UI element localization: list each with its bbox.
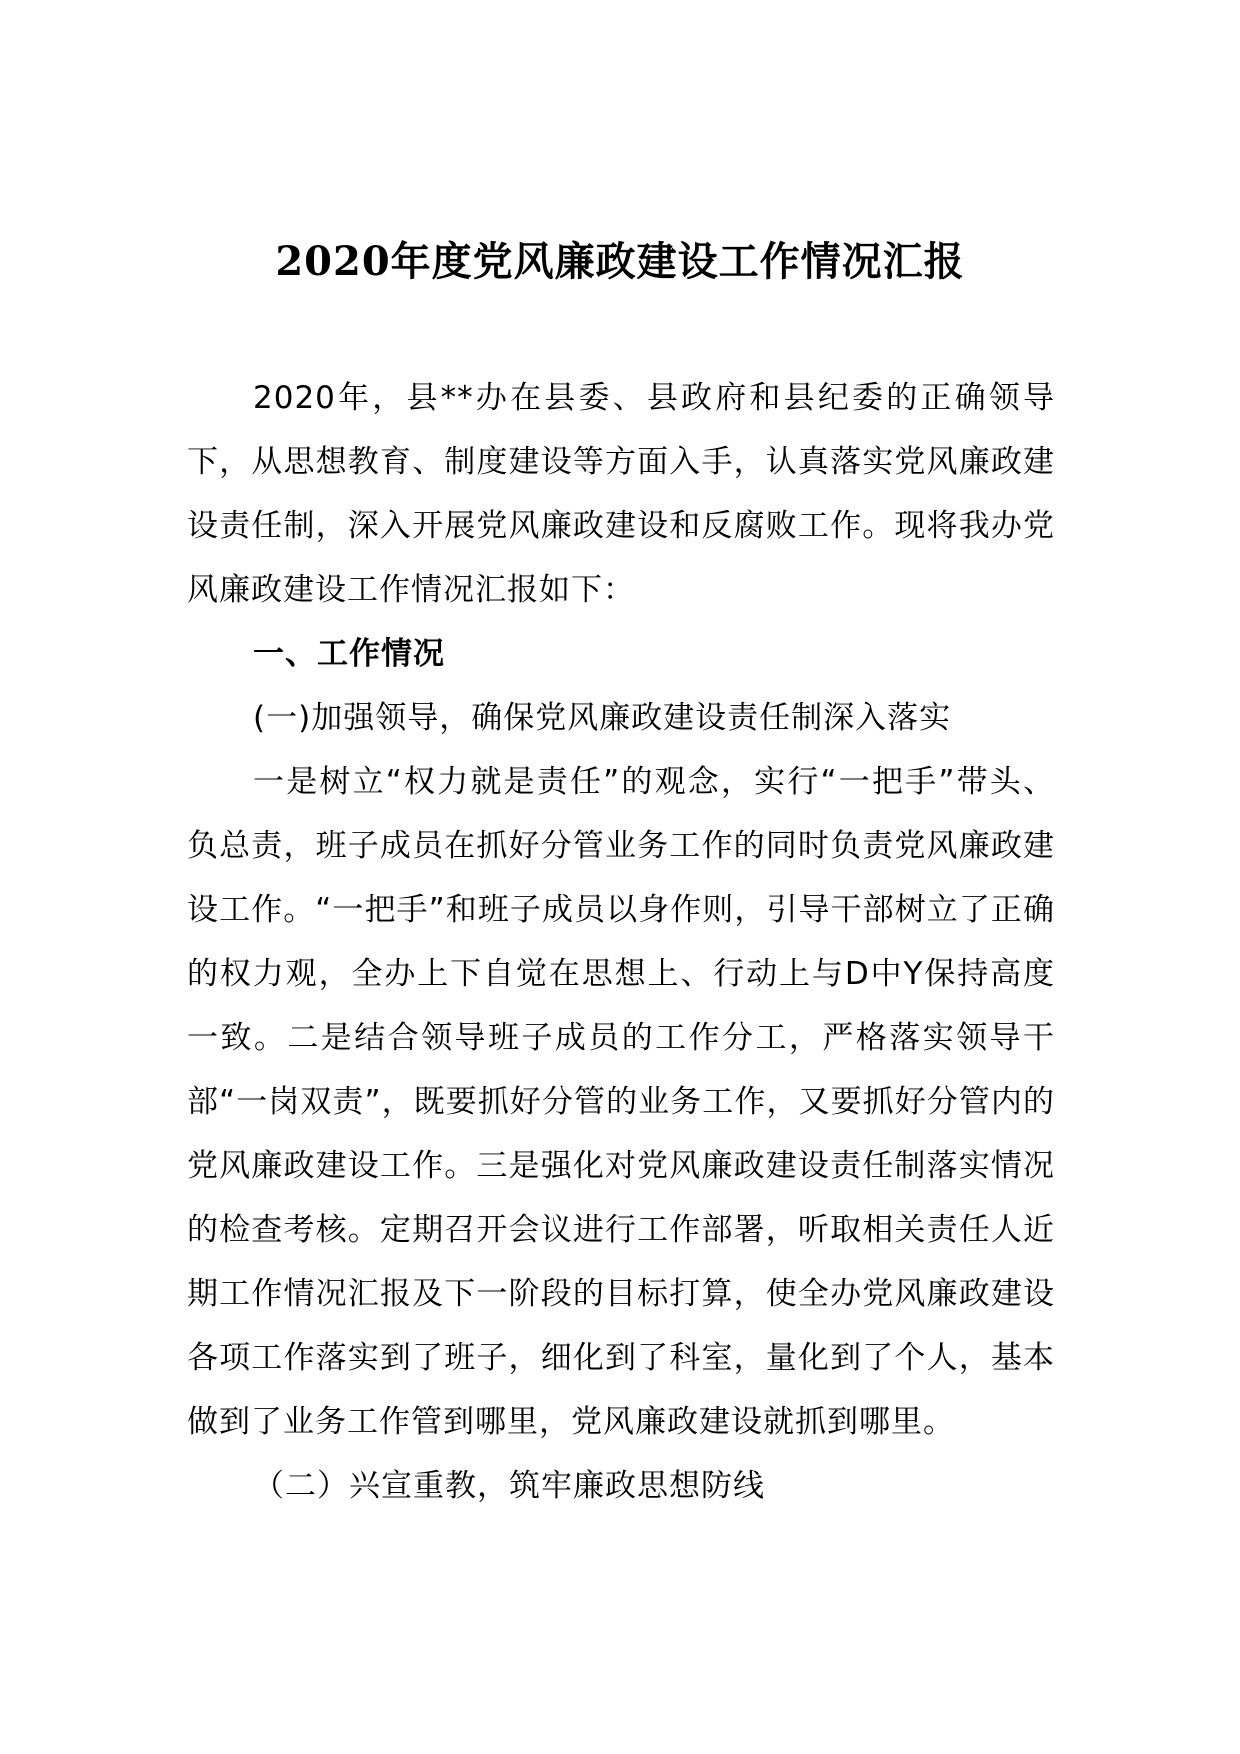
body-paragraph: 一是树立“权力就是责任”的观念，实行“一把手”带头、负总责，班子成员在抓好分管业务工作的同时负责党风廉政建设工作。“一把手”和班子成员以身作则，引导干部树立了正确的权力观，全办上下自觉在思想上、行动上与D中Y保持高度一致。二是结合领导班子成员的工作分工，严格落实领导干部“一岗双责”，既要抓好分管的业务工作，又要抓好分管内的党风廉政建设工作。三是强化对党风廉政建设责任制落实情况的检查考核。定期召开会议进行工作部署，听取相关责任人近期工作情况汇报及下一阶段的目标打算，使全办党风廉政建设各项工作落实到了班子，细化到了科室，量化到了个人，基本做到了业务工作管到哪里，党风廉政建设就抓到哪里。: [187, 764, 1055, 1440]
intro-paragraph: 2020年，县**办在县委、县政府和县纪委的正确领导下，从思想教育、制度建设等方面入手，认真落实党风廉政建设责任制，深入开展党风廉政建设和反腐败工作。现将我办党风廉政建设工作情况汇报如下：: [187, 380, 1055, 608]
section-heading: 一、工作情况: [253, 636, 445, 672]
subsection-heading: （二）兴宣重教，筑牢廉政思想防线: [253, 1468, 765, 1504]
document-body: [187, 366, 1055, 1518]
document-title: 2020年度党风廉政建设工作情况汇报: [275, 238, 965, 285]
subsection-heading: (一)加强领导，确保党风廉政建设责任制深入落实: [253, 700, 952, 736]
